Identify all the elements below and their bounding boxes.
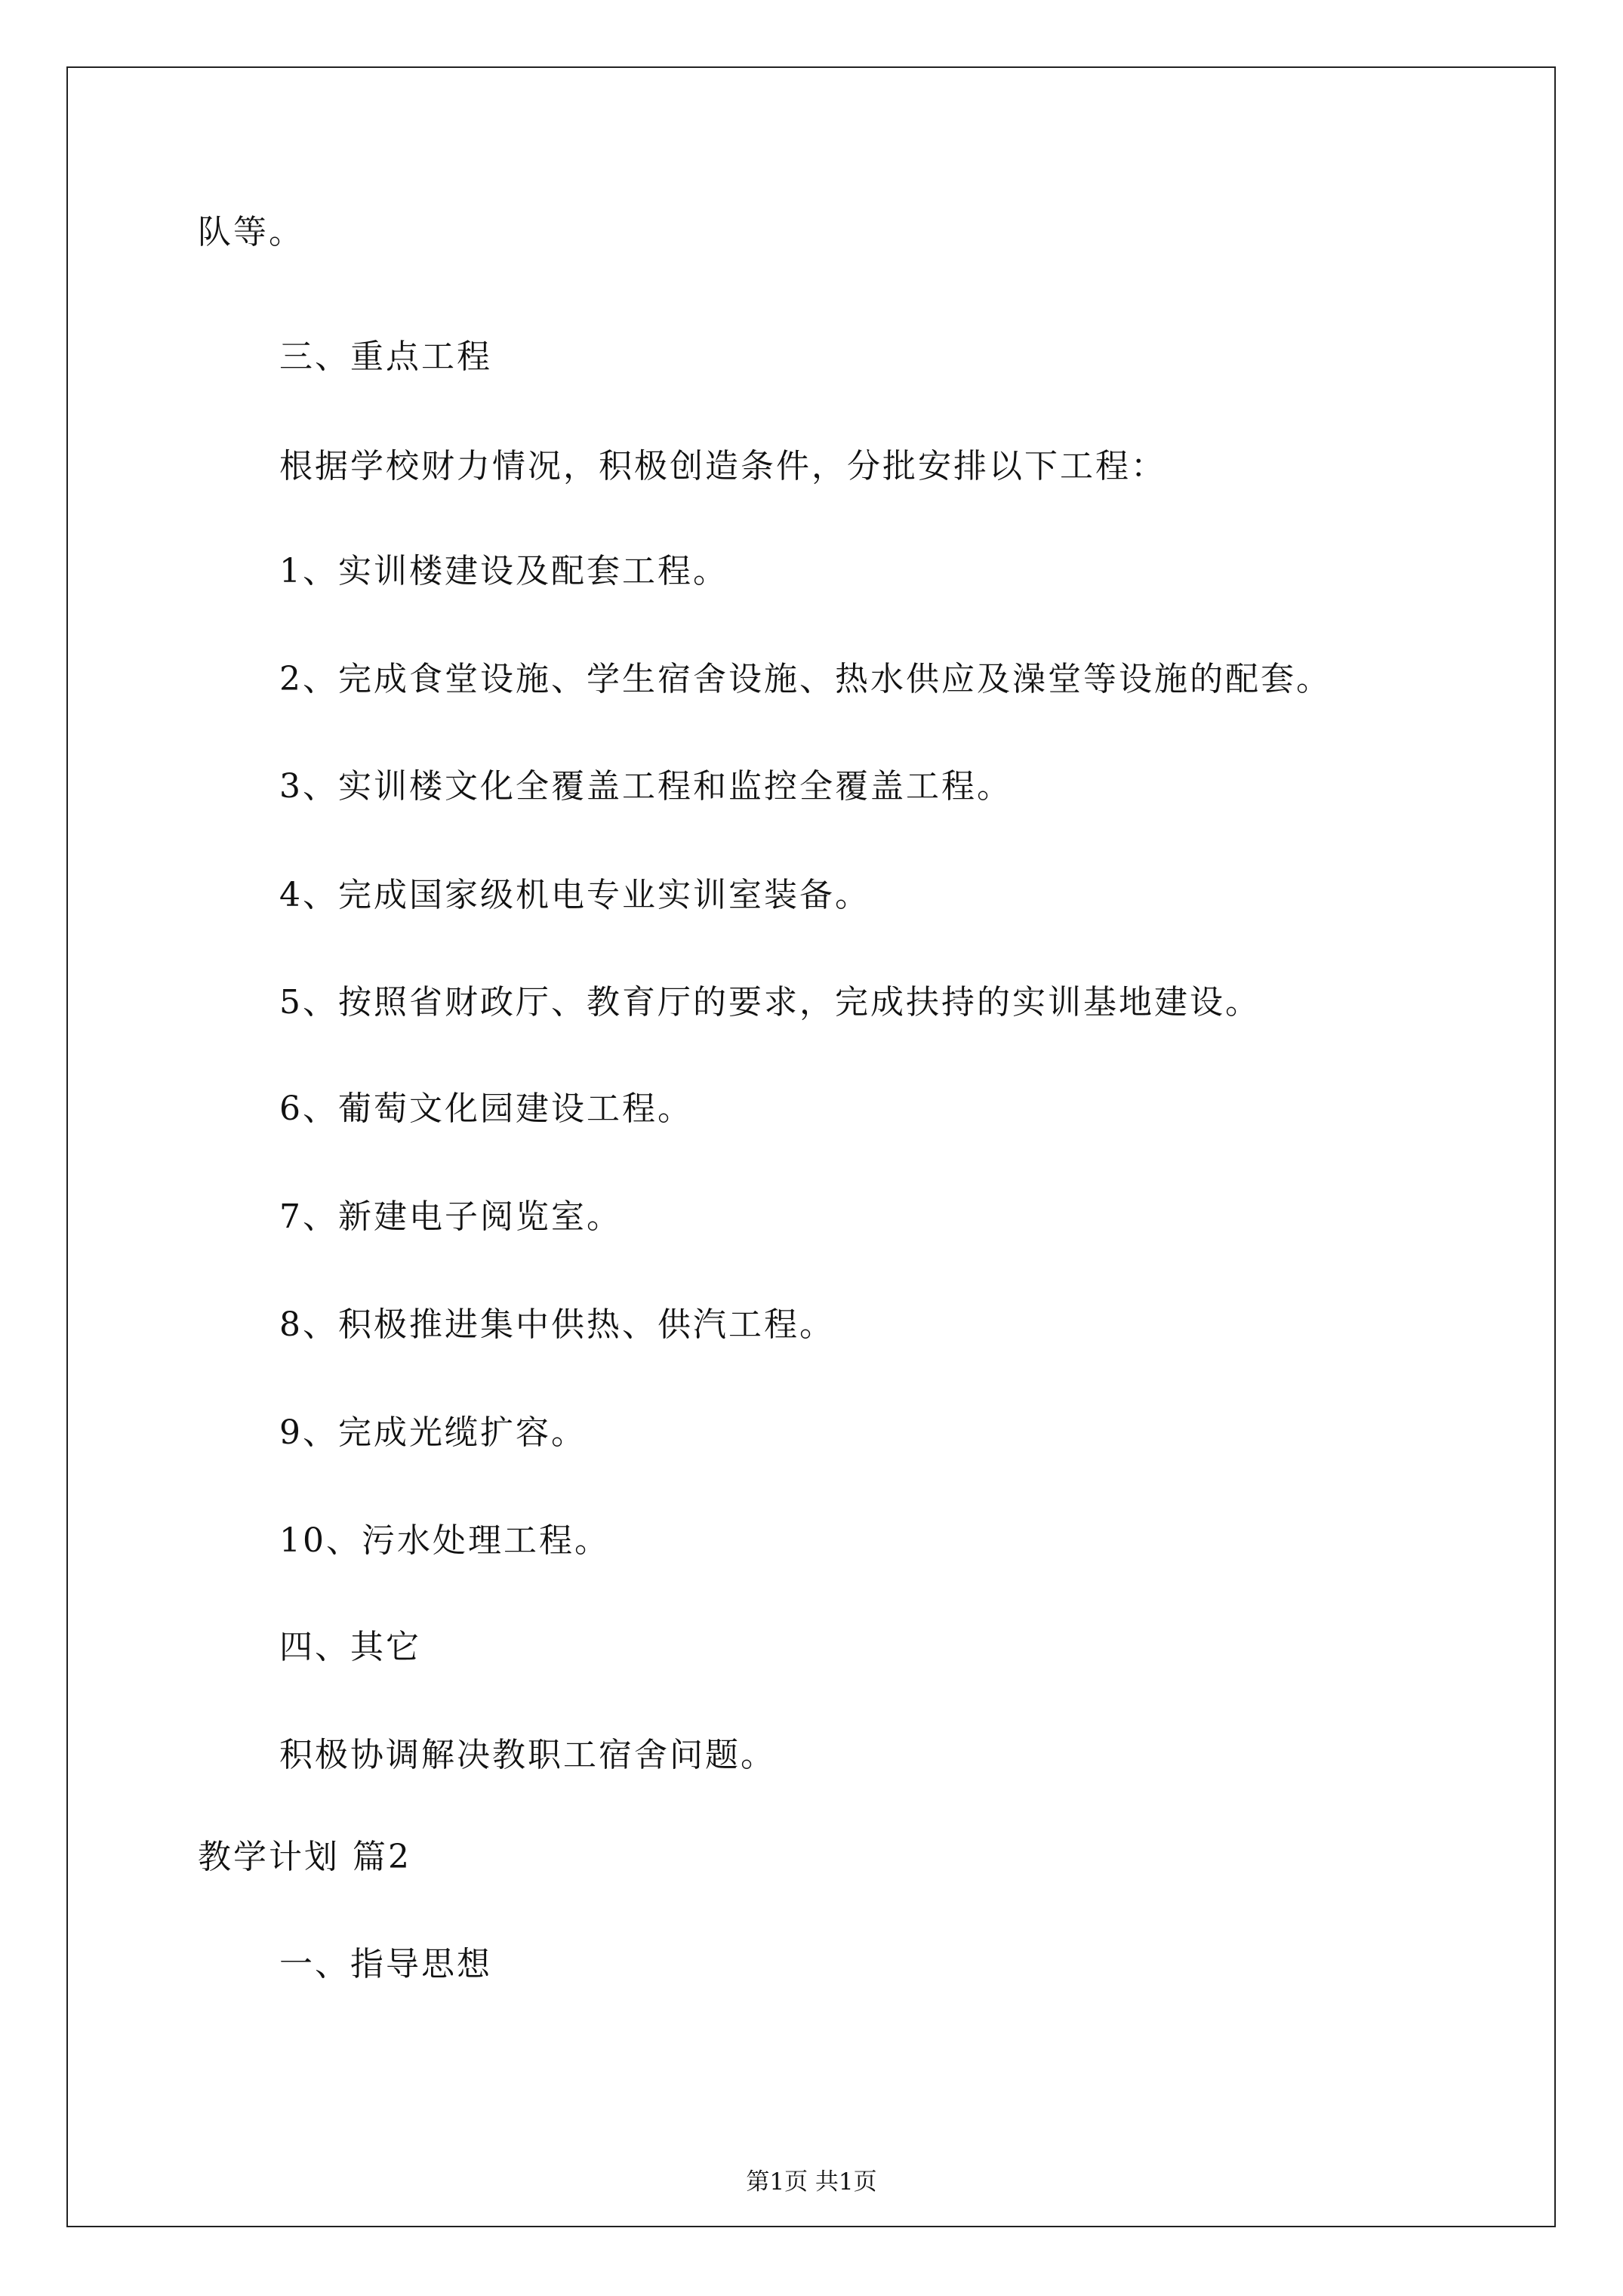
list-item-9: 9、完成光缆扩容。 (279, 1413, 587, 1452)
document-section-title: 教学计划 篇2 (198, 1838, 411, 1876)
list-item-10: 10、污水处理工程。 (279, 1521, 610, 1560)
page-number-footer: 第1页 共1页 (746, 2168, 877, 2196)
page-border (66, 66, 1556, 2227)
section-heading-4: 四、其它 (279, 1628, 421, 1666)
list-item-5: 5、按照省财政厅、教育厅的要求，完成扶持的实训基地建设。 (279, 983, 1261, 1022)
list-item-4: 4、完成国家级机电专业实训室装备。 (279, 876, 870, 914)
list-item-1: 1、实训楼建设及配套工程。 (279, 552, 728, 590)
section-heading-1: 一、指导思想 (279, 1945, 492, 1983)
list-item-8: 8、积极推进集中供热、供汽工程。 (279, 1305, 835, 1344)
paragraph-other: 积极协调解决教职工宿舍问题。 (279, 1736, 776, 1774)
list-item-6: 6、葡萄文化园建设工程。 (279, 1089, 693, 1128)
section-heading-3: 三、重点工程 (279, 337, 492, 376)
list-item-2: 2、完成食堂设施、学生宿舍设施、热水供应及澡堂等设施的配套。 (279, 660, 1332, 698)
list-item-3: 3、实训楼文化全覆盖工程和监控全覆盖工程。 (279, 767, 1012, 806)
list-item-7: 7、新建电子阅览室。 (279, 1197, 622, 1236)
paragraph-intro: 根据学校财力情况，积极创造条件，分批安排以下工程： (279, 447, 1166, 485)
paragraph-continuation: 队等。 (198, 213, 304, 251)
